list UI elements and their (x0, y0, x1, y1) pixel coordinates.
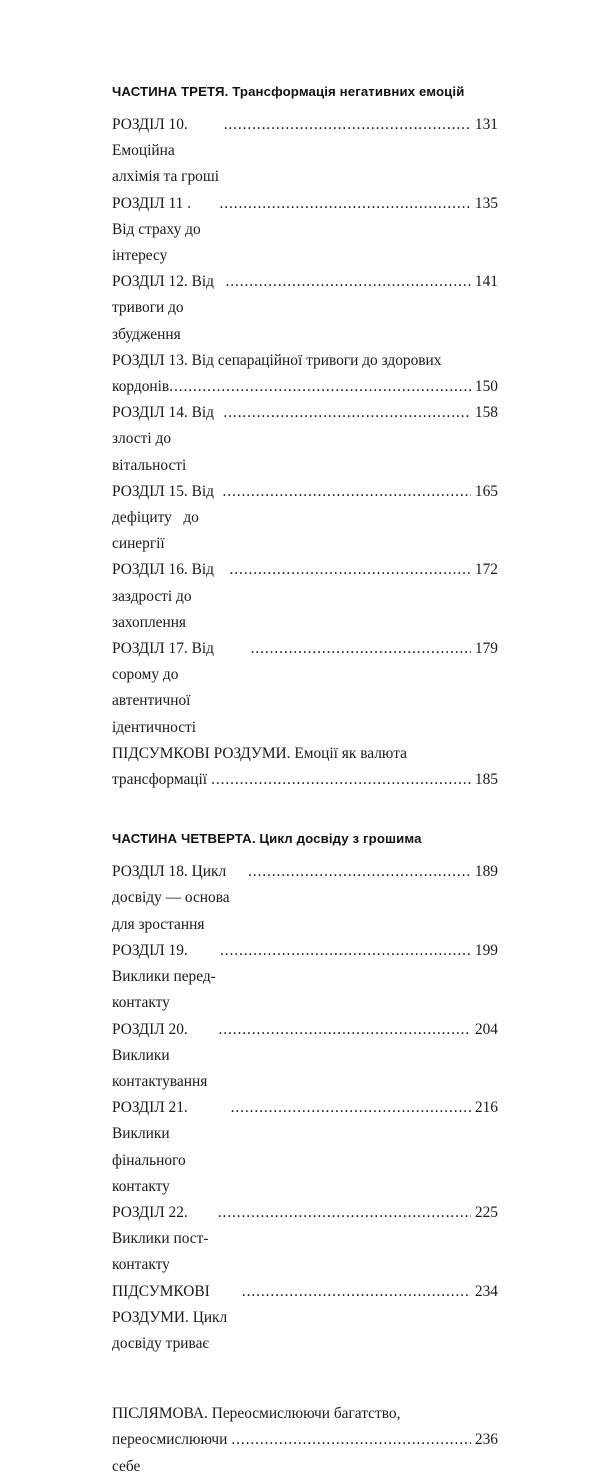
part-heading: ЧАСТИНА ЧЕТВЕРТА. Цикл досвіду з грошима (112, 831, 422, 847)
table-of-contents (112, 82, 498, 1480)
toc-entry-title-continued: трансформації (112, 771, 208, 789)
part-heading: ЧАСТИНА ТРЕТЯ. Трансформація негативних емоцій (112, 84, 465, 99)
dot-leader (219, 1017, 471, 1043)
page-number: 172 (474, 561, 498, 579)
toc-entry[interactable] (112, 636, 498, 741)
page-number: 165 (474, 482, 498, 500)
page-number: 135 (474, 194, 498, 212)
toc-entry-title: РОЗДІЛ 22. Виклики пост-контакту (112, 1203, 209, 1274)
dot-leader (244, 859, 471, 885)
toc-entry-title-continued: переосмислюючи себе (112, 1431, 232, 1475)
toc-entry-title: РОЗДІЛ 15. Від дефіциту до синергії (112, 482, 218, 553)
dot-leader (247, 636, 471, 662)
toc-entry[interactable] (112, 1200, 498, 1279)
page-number: 131 (474, 116, 498, 133)
toc-entry[interactable] (112, 1095, 498, 1200)
dot-leader (224, 112, 471, 138)
dot-leader (225, 557, 470, 583)
toc-entry-title: ПІДСУМКОВІ РОЗДУМИ. Цикл досвіду триває (112, 1282, 232, 1352)
dot-leader (169, 374, 471, 400)
page-number: 189 (474, 863, 498, 881)
toc-entry-title: РОЗДІЛ 18. Цикл досвіду — основа для зростання (112, 863, 234, 933)
toc-entry-title: РОЗДІЛ 13. Від сепараційної тривоги до здорових (112, 351, 442, 369)
toc-part-section (112, 829, 498, 1357)
toc-entry[interactable] (112, 741, 498, 793)
dot-leader (231, 1095, 471, 1121)
page-number: 236 (474, 1431, 498, 1449)
toc-entry[interactable] (112, 269, 498, 348)
page-number: 158 (474, 404, 498, 422)
toc-entry-title: ПІСЛЯМОВА. Переосмислюючи багатство, (112, 1405, 401, 1423)
toc-entry[interactable] (112, 938, 498, 1017)
dot-leader (216, 191, 471, 217)
toc-entry-title: РОЗДІЛ 11 . Від страху до інтересу (112, 194, 205, 265)
toc-entry[interactable] (112, 859, 498, 938)
toc-part-section (112, 82, 498, 793)
toc-entry-title: РОЗДІЛ 17. Від сорому до автентичної ідентичності (112, 640, 218, 736)
toc-entry[interactable] (112, 1401, 498, 1480)
afterword-section (112, 1401, 498, 1480)
page-number: 204 (474, 1020, 498, 1038)
toc-entry[interactable] (112, 191, 498, 270)
toc-entry-title: РОЗДІЛ 16. Від заздрості до захоплення (112, 561, 218, 631)
page-number: 234 (474, 1282, 498, 1300)
page-number: 179 (474, 640, 498, 658)
toc-entry[interactable] (112, 400, 498, 479)
toc-entry[interactable] (112, 479, 498, 558)
toc-entry[interactable] (112, 557, 498, 636)
toc-entry[interactable] (112, 1017, 498, 1096)
toc-entry-title-continued: кордонів (112, 378, 170, 396)
toc-entry[interactable] (112, 348, 498, 400)
page-number: 185 (474, 771, 498, 789)
dot-leader (220, 938, 471, 964)
dot-leader (222, 269, 471, 295)
toc-entry-title: РОЗДІЛ 14. Від злості до вітальності (112, 404, 218, 474)
toc-entry-title: РОЗДІЛ 12. Від тривоги до збудження (112, 273, 218, 343)
dot-leader (242, 1279, 471, 1305)
toc-entry[interactable] (112, 1279, 498, 1358)
toc-entry-title: РОЗДІЛ 10. Емоційна алхімія та гроші (112, 116, 219, 186)
toc-entry-title: ПІДСУМКОВІ РОЗДУМИ. Емоції як валюта (112, 744, 407, 762)
toc-entry-title: РОЗДІЛ 20. Виклики контактування (112, 1020, 208, 1090)
dot-leader (219, 400, 471, 426)
dot-leader (223, 479, 471, 505)
page-number: 216 (474, 1099, 498, 1117)
page-number: 225 (474, 1203, 498, 1221)
dot-leader (227, 1427, 471, 1453)
page-number: 141 (474, 273, 498, 291)
dot-leader (218, 1200, 471, 1226)
toc-entry[interactable] (112, 112, 498, 191)
page-number: 150 (474, 378, 498, 396)
page-number: 199 (474, 941, 498, 959)
toc-entry-title: РОЗДІЛ 19. Виклики перед-контакту (112, 941, 216, 1012)
toc-entry-title: РОЗДІЛ 21. Виклики фінального контакту (112, 1099, 192, 1195)
dot-leader (207, 767, 471, 793)
